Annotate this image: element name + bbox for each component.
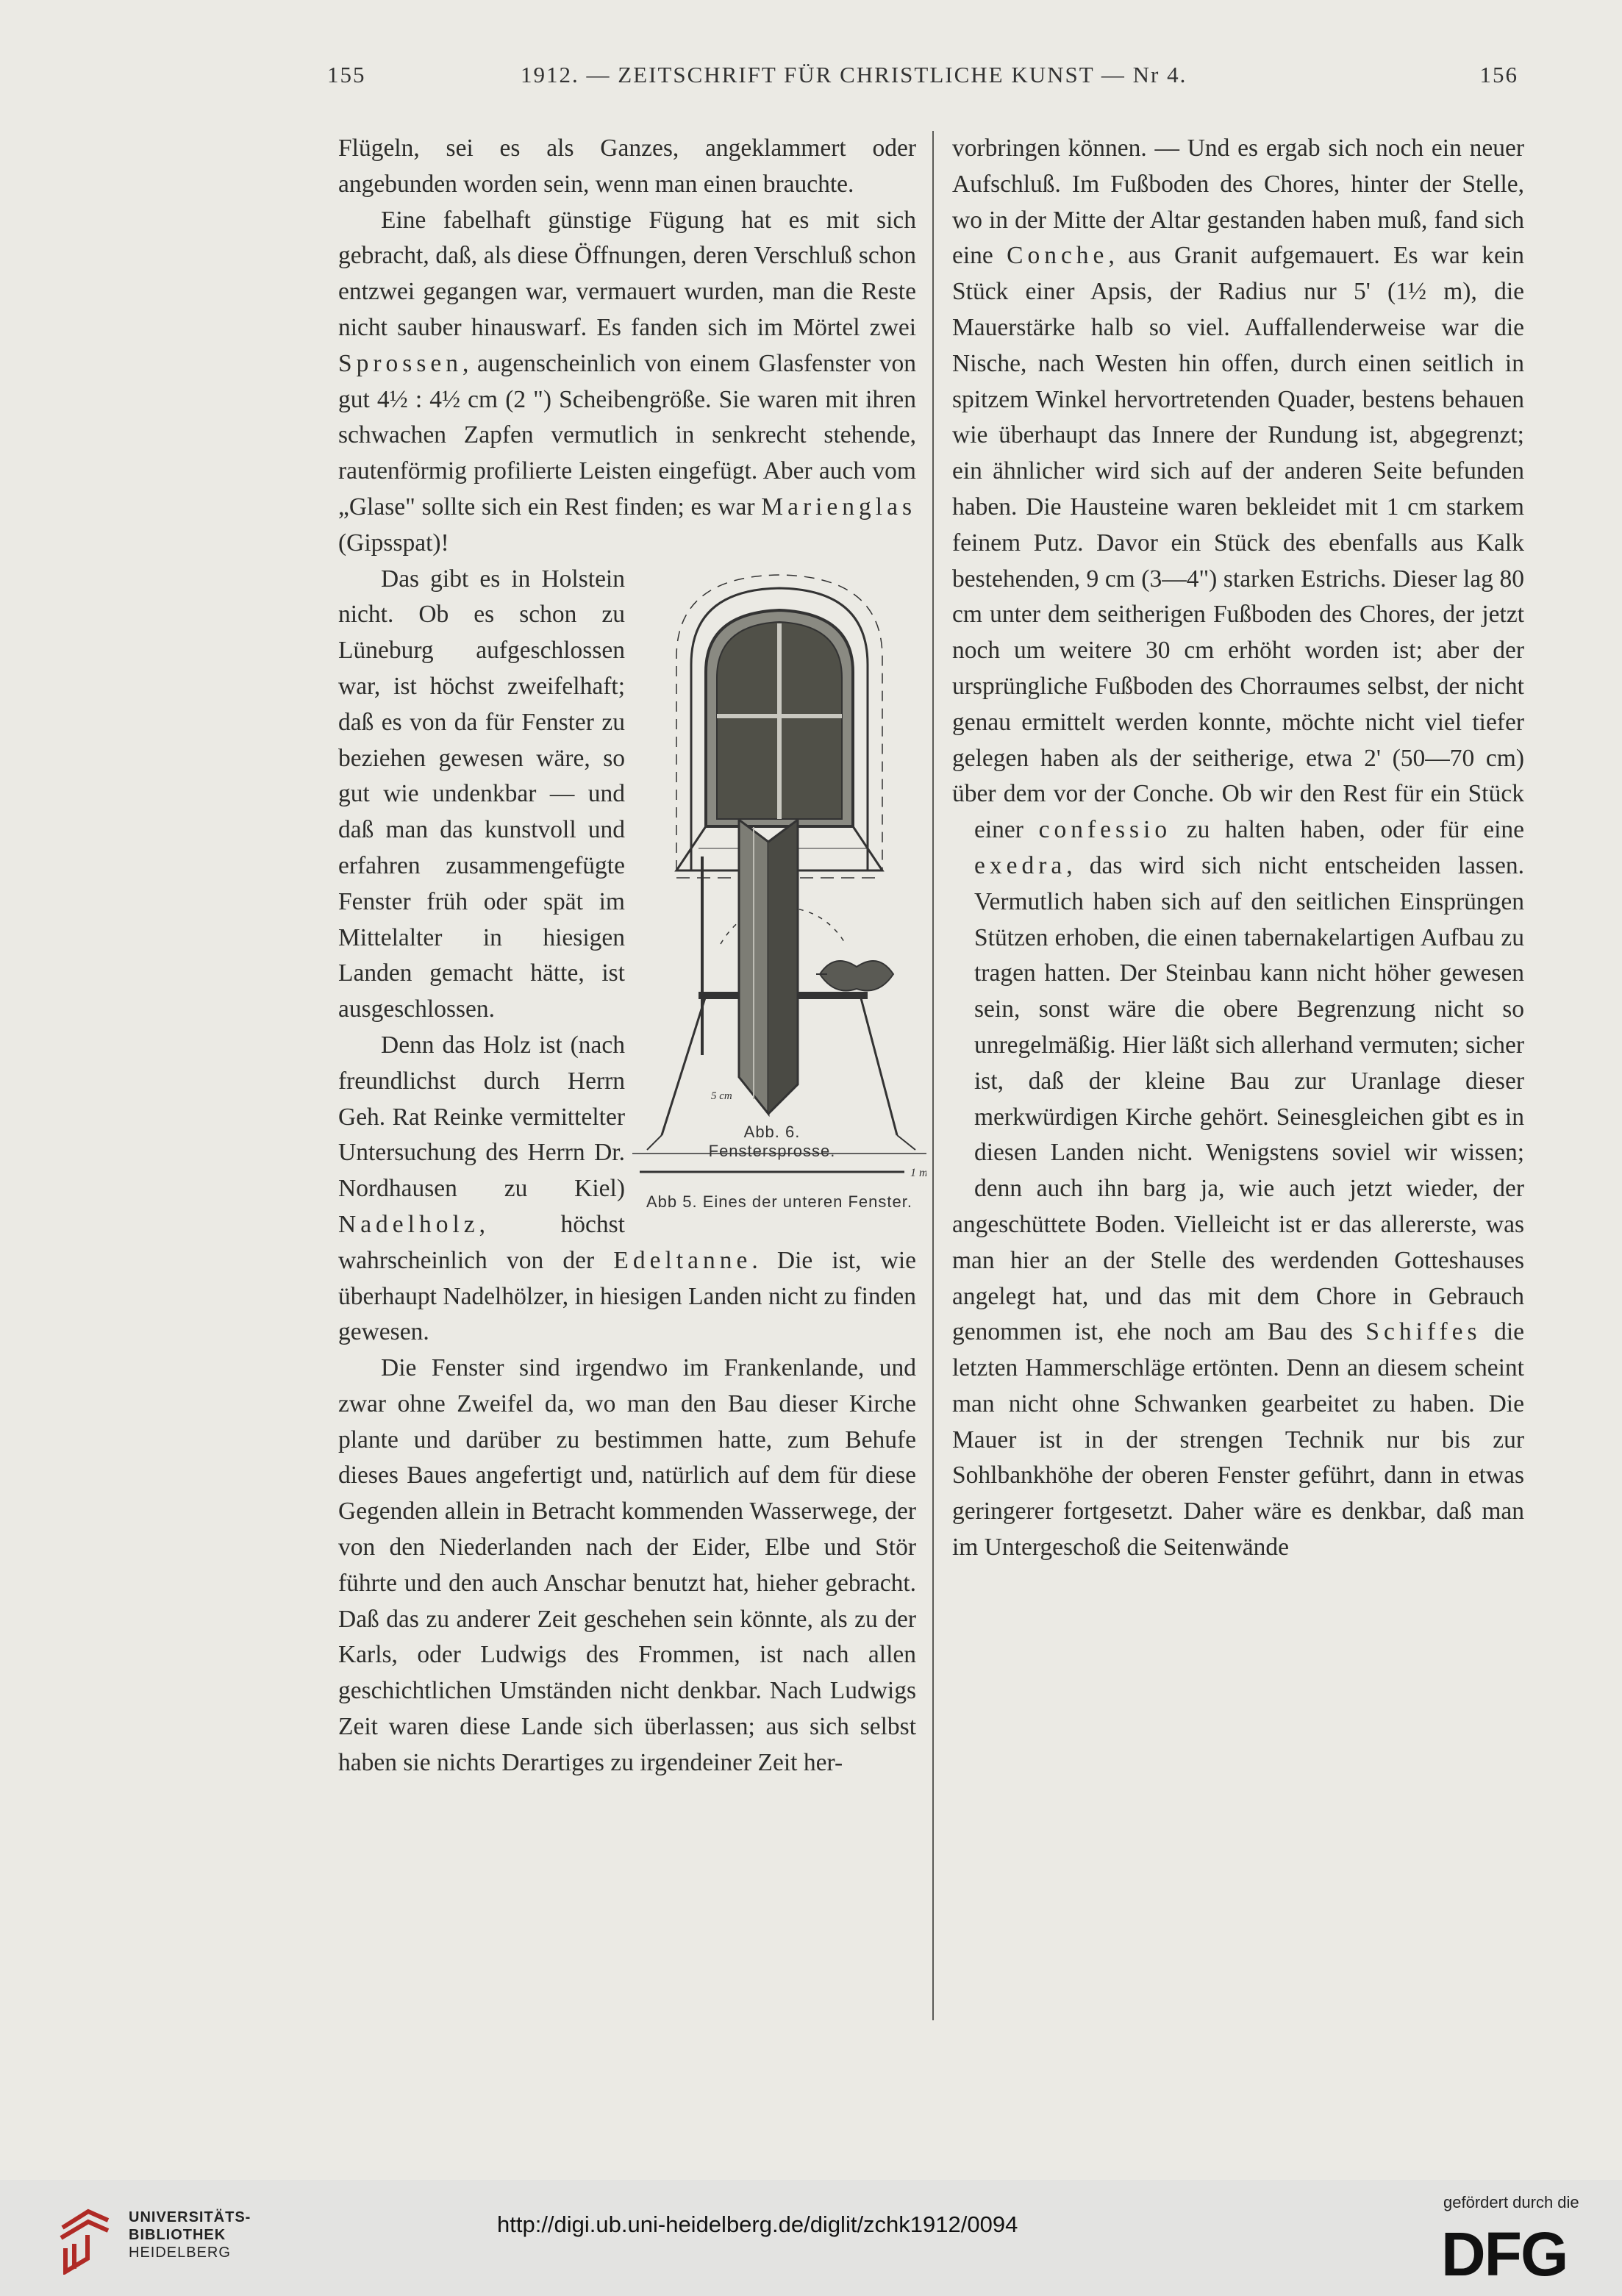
spaced-term: confessio xyxy=(1038,816,1172,844)
dfg-logo[interactable]: DFG xyxy=(1441,2220,1568,2289)
spaced-term: Nadelholz xyxy=(338,1210,479,1238)
fig5-caption: Abb 5. Eines der unteren Fenster. xyxy=(646,1192,912,1211)
library-name: UNIVERSITÄTS- BIBLIOTHEK HEIDELBERG xyxy=(129,2209,251,2261)
library-logo-icon[interactable] xyxy=(55,2206,114,2275)
fig6-caption: Abb. 6. Fenstersprosse. xyxy=(708,1123,836,1161)
spaced-term: Sprossen xyxy=(338,349,462,377)
spaced-term: Marienglas xyxy=(761,493,916,521)
spaced-term: Edeltanne xyxy=(613,1246,752,1274)
funded-by-label: gefördert durch die xyxy=(1443,2193,1579,2211)
left-paragraph-5: Die Fenster sind irgendwo im Frankenlande, und zwar ohne Zweifel da, wo man den Bau dieser Kirche plante und darüber zu bestimmen hatte, zum Behufe dieses Baues angefertigt und, natürlich auf dem für diese Gegenden allein in Betracht kommenden Wasserwege, der von den Niederlanden nach der Eider, Elbe und Stör führte und den auch Anschar benutzt hat, hieher gebracht. Daß das zu anderer Zeit geschehen sein könnte, als zu der Karls, oder Ludwigs des Frommen, ist nach allen geschichtlichen Umständen nicht denkbar. Nach Ludwigs Zeit waren diese Lande sich überlassen; aus sich selbst haben sie nichts Derartiges zu irgendeiner Zeit her- xyxy=(338,1354,916,1776)
page-number-right: 156 xyxy=(1479,62,1518,87)
mullion-drawing xyxy=(687,820,967,1129)
right-paragraph-1: vorbringen können. — Und es ergab sich noch ein neuer Aufschluß. Im Fußboden des Chores, hinter der Stelle, wo in der Mitte der Altar gestanden haben muß, fand sich eine Conche, aus Granit aufgemauert. Es war kein Stück einer Apsis, der Radius nur 5' (1½ m), die Mauerstärke halb so viel. Auffallenderweise war die Nische, nach Westen hin offen, durch einen seitlich in spitzem Winkel hervortretenden Quader, bestens behauen wie überhaupt das Innere der Rundung ist, abgegrenzt; ein ähnlicher wird sich auf der anderen Seite befunden haben. Die Hausteine waren bekleidet mit 1 cm starkem feinem Putz. Davor ein Stück des ebenfalls aus Kalk bestehenden, 9 cm (3—4") starken Estrichs. Dieser lag 80 cm unter dem seitherigen Fußboden des Chores, der jetzt noch um weitere 30 cm erhöht worden ist; aber der ursprüngliche Fußboden des Chorraumes selbst, der nicht genau ermittelt werden konnte, möchte nicht viel tiefer gelegen haben als der seitherige, etwa 2' (50—70 cm) über dem vor der Conche. Ob wir den Rest für ein Stück einer confessio 5 cm Abb. 6. Fenstersprosse. zu halten haben, oder für eine exedra, das wird sich nicht entscheiden lassen. Vermutlich haben sich auf den seitlichen Einsprüngen Stützen erhoben, die einen tabernakelartigen Aufbau zu tragen hatten. Der Steinbau kann nicht höher gewesen sein, sonst wäre die obere Begrenzung nicht so unregelmäßig. Hier läßt sich allerhand vermuten; sicher ist, daß der kleine Bau zur Uranlage dieser merkwürdigen Kirche gehört. Seinesgleichen gibt es in diesen Landen nicht. Wenigstens soviel wir wissen; denn auch ihn barg ja, wie auch jetzt wieder, der angeschüttete Boden. Vielleicht ist er das allererste, was man hier an der Stelle des werdenden Gotteshauses angelegt hat, und das mit dem Chore in Gebrauch genommen ist, ehe noch am Bau des Schiffes die letzten Hammerschläge ertönten. Denn an diesem scheint man nicht ohne Schwanken gearbeitet zu haben. Die Mauer ist in der strengen Technik nur bis zur Sohlbankhöhe der oberen Fenster geführt, dann in etwas geringerer fortgesetzt. Daher wäre es denkbar, daß man im Untergeschoß die Seitenwände xyxy=(952,131,1524,1566)
spaced-term: Schiffes xyxy=(1365,1318,1482,1346)
spaced-term: exedra xyxy=(974,851,1067,879)
source-url-link[interactable]: http://digi.ub.uni-heidelberg.de/diglit/zchk1912/0094 xyxy=(497,2211,1018,2237)
left-paragraph-2: Eine fabelhaft günstige Fügung hat es mit sich gebracht, daß, als diese Öffnungen, deren Verschluß schon entzwei gegangen war, vermauert wurden, man die Reste nicht sauber hinauswarf. Es fanden sich im Mörtel zwei Sprossen, augenscheinlich von einem Glasfenster von gut 4½ : 4½ cm (2 ") Scheibengröße. Sie waren mit ihren schwachen Zapfen vermutlich in senkrecht stehende, rautenförmig profilierte Leisten eingefügt. Aber auch vom „Glase" sollte sich ein Rest finden; es war Marienglas (Gipsspat)! xyxy=(338,206,916,557)
left-paragraph-1: Flügeln, sei es als Ganzes, angeklammert oder angebunden worden sein, wenn man einen brauchte. xyxy=(338,135,916,198)
left-paragraph-3: Das gibt es in Holstein nicht. Ob es schon zu Lüneburg aufgeschlossen war, ist höchst zweifelhaft; daß es von da für Fenster zu beziehen gewesen wäre, so gut wie undenkbar — und daß man das kunstvoll und erfahren zusammengefügte Fenster früh oder spät im Mittelalter in hiesigen Landen gemacht hätte, ist ausgeschlossen. xyxy=(338,565,625,1023)
left-paragraph-4: Denn das Holz ist (nach freundlichst durch Herrn Geh. Rat Reinke vermittelter Untersuchung des Herrn Dr. Nordhausen zu Kiel) Nadelholz, höchst wahrscheinlich von der Edeltanne. Die ist, wie überhaupt Nadelhölzer, in hiesigen Landen nicht zu finden gewesen. xyxy=(338,1031,917,1346)
figure-6 xyxy=(687,820,967,1176)
spaced-term: Conche xyxy=(1007,242,1109,270)
fig5-scale-label: 1 m xyxy=(910,1166,926,1179)
fig6-scale-label: 5 cm xyxy=(711,1090,732,1103)
page-number-left: 155 xyxy=(327,62,366,87)
journal-title: 1912. — ZEITSCHRIFT FÜR CHRISTLICHE KUNST — Nr 4. xyxy=(521,62,1187,87)
